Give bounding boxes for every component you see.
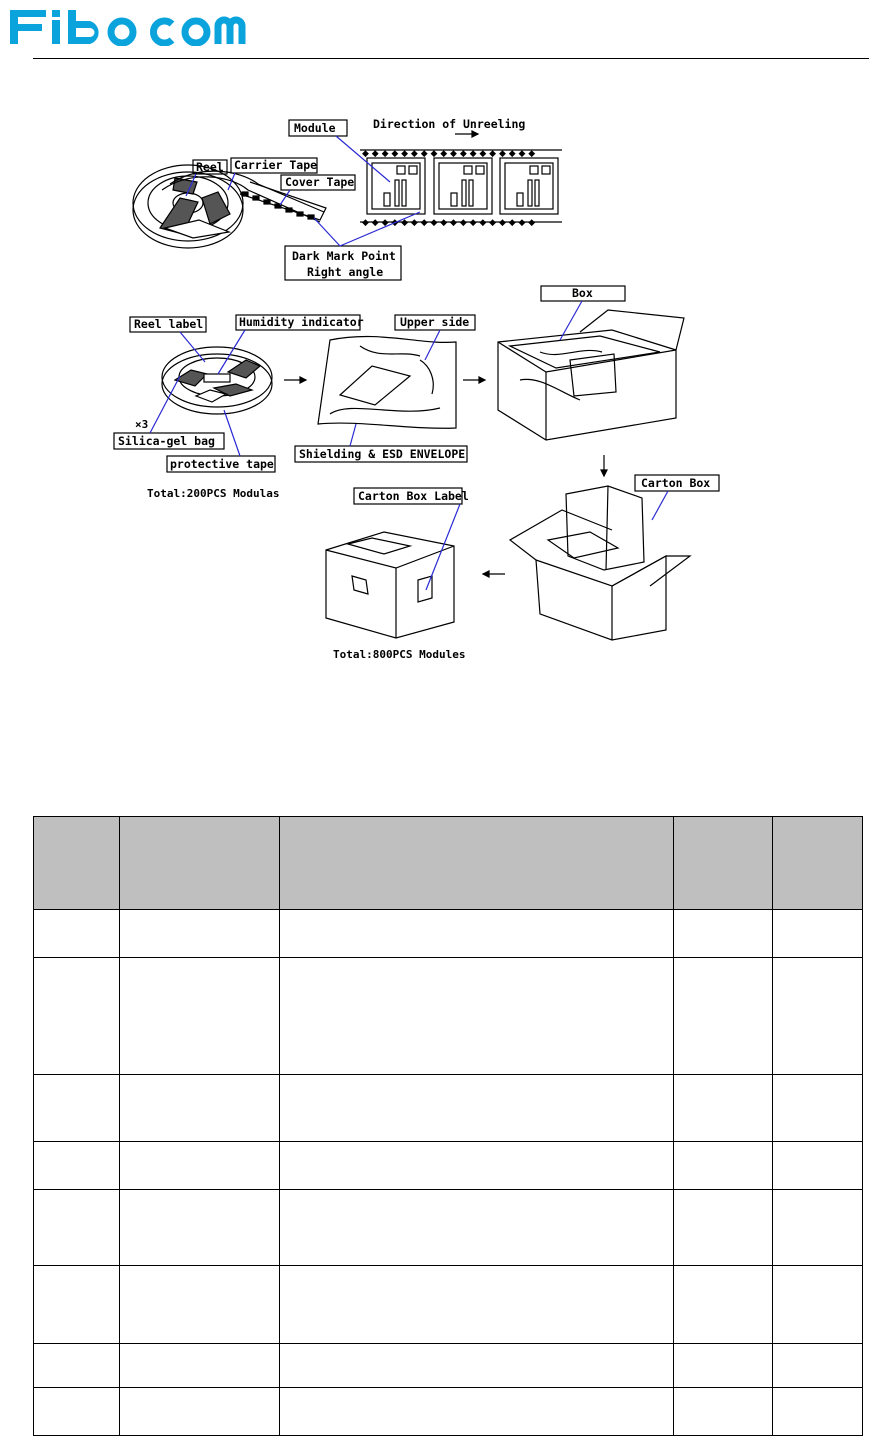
label-cover-tape: Cover Tape — [285, 175, 355, 189]
label-carrier-tape: Carrier Tape — [234, 158, 318, 172]
label-upper-side: Upper side — [400, 315, 470, 329]
packaging-diagram — [0, 0, 869, 700]
table-row — [34, 958, 863, 1075]
table-row — [34, 1388, 863, 1436]
table-row — [34, 1266, 863, 1344]
carton-box-closed — [326, 532, 454, 638]
table-row — [34, 910, 863, 958]
label-carton-box: Carton Box — [641, 476, 711, 490]
table-row — [34, 1190, 863, 1266]
label-direction-of-unreeling: Direction of Unreeling — [373, 117, 526, 131]
label-dark-mark-point: Dark Mark Point — [292, 249, 396, 263]
svg-text:◆ ◆ ◆ ◆ ◆ ◆ ◆ ◆ ◆ ◆ ◆ ◆ ◆ ◆ ◆: ◆ ◆ ◆ ◆ ◆ ◆ ◆ ◆ ◆ ◆ ◆ ◆ ◆ ◆ ◆ ◆ ◆ ◆ — [362, 218, 536, 228]
carrier-tape-strip — [360, 149, 562, 228]
svg-text:◆ ◆ ◆ ◆ ◆ ◆ ◆ ◆ ◆ ◆ ◆ ◆ ◆ ◆ ◆: ◆ ◆ ◆ ◆ ◆ ◆ ◆ ◆ ◆ ◆ ◆ ◆ ◆ ◆ ◆ ◆ ◆ ◆ — [362, 149, 536, 159]
table-header-cell — [120, 817, 280, 910]
reel-with-labels — [162, 347, 272, 414]
label-reel: Reel — [196, 160, 224, 174]
label-module: Module — [294, 121, 336, 135]
label-total-reel: Total:200PCS Modulas — [147, 487, 280, 500]
carton-box-open — [510, 486, 690, 640]
table-row — [34, 1344, 863, 1388]
esd-envelope — [318, 337, 456, 429]
table-header-cell — [773, 817, 863, 910]
label-shielding-esd-envelope: Shielding & ESD ENVELOPE — [299, 447, 466, 461]
box-illustration — [498, 310, 684, 440]
table-header-cell — [674, 817, 773, 910]
table-row — [34, 1142, 863, 1190]
table-header-cell — [280, 817, 674, 910]
label-right-angle: Right angle — [307, 265, 384, 279]
label-protective-tape: protective tape — [170, 457, 274, 471]
label-silica-gel-bag: Silica-gel bag — [118, 434, 215, 448]
table-header-cell — [34, 817, 120, 910]
table-header-row — [34, 817, 863, 910]
label-box: Box — [572, 286, 593, 300]
label-x3: ×3 — [135, 418, 149, 431]
table-row — [34, 1075, 863, 1142]
label-humidity-indicator: Humidity indicator — [239, 315, 364, 329]
label-carton-box-label: Carton Box Label — [358, 489, 469, 503]
label-reel-label: Reel label — [134, 317, 204, 331]
spec-table — [33, 816, 863, 1436]
label-total-carton: Total:800PCS Modules — [333, 648, 466, 661]
